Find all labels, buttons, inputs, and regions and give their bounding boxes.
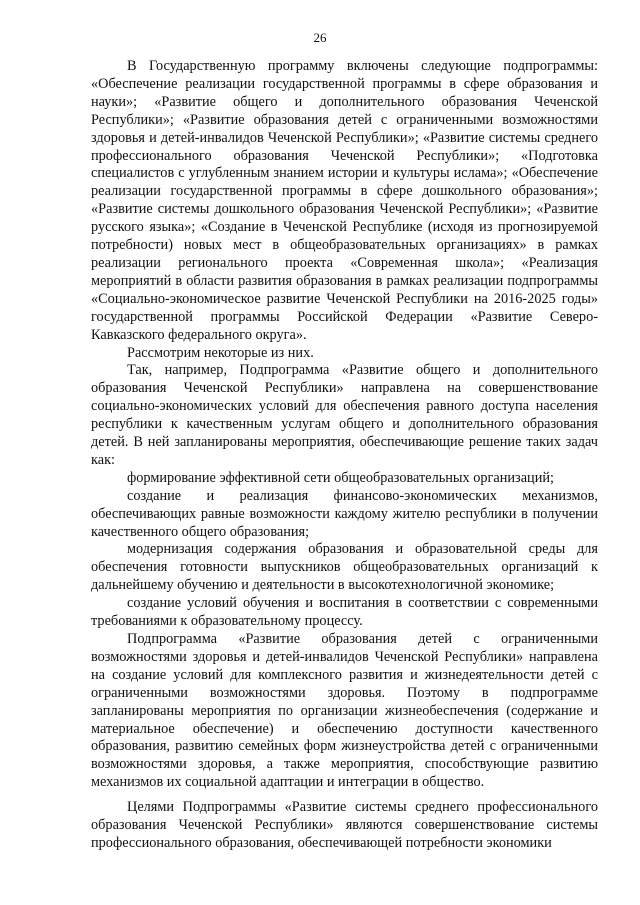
paragraph-disabilities-subprogram: Подпрограмма «Развитие образования детей с ограниченными возможностями здоровья и детей-инвалидов Чеченской Республики» направлена на создание условий для комплексного развития и жизнедеятельности детей с ограниченными возможностями здоровья. Поэтому в подпрограмме запланированы мероприятия по организации жизнеобеспечения (содержание и материальное обеспечение) и обеспечению доступности качественного образования, развитию семейных форм жизнеустройства детей с ограниченными возможностями здоровья, а также мероприятия, способствующие развитию механизмов их социальной адаптации и интеграции в общество. [91, 631, 598, 791]
paragraph-vocational-goals: Целями Подпрограммы «Развитие системы среднего профессионального образования Чеченской Республики» являются совершенствование системы профессионального образования, обеспечивающей потребности экономики [91, 799, 598, 851]
paragraph-subprograms-list: В Государственную программу включены следующие подпрограммы: «Обеспечение реализации государственной программы в сфере образования и науки»; «Развитие общего и дополнительного образования Чеченской Республики»; «Развитие образования детей с ограниченными возможностями здоровья и детей-инвалидов Чеченской Республики»; «Развитие системы среднего профессионального образования Чеченской Республики»; «Подготовка специалистов с углубленным знанием истории и культуры ислама»; «Обеспечение реализации государственной программы в сфере дошкольного образования»; «Развитие системы дошкольного образования Чеченской Республики»; «Развитие русского языка»; «Создание в Чеченской Республике (исходя из прогнозируемой потребности) новых мест в общеобразовательных организациях» в рамках реализации регионального проекта «Современная школа»; «Реализация мероприятий в области развития образования в рамках реализации подпрограммы «Социально-экономическое развитие Чеченской Республики на 2016-2025 годы» государственной программы Российской Федерации «Развитие Северо-Кавказского федерального округа». [91, 58, 598, 343]
paragraph-task-conditions: создание условий обучения и воспитания в соответствии с современными требованиями к образовательному процессу. [91, 595, 598, 630]
page-number: 26 [313, 30, 327, 45]
paragraph-task-mechanisms: создание и реализация финансово-экономических механизмов, обеспечивающих равные возможности каждому жителю республики в получении качественного общего образования; [91, 487, 598, 540]
paragraph-task-network: формирование эффективной сети общеобразовательных организаций; [127, 469, 554, 486]
paragraph-consider: Рассмотрим некоторые из них. [127, 344, 314, 361]
paragraph-general-education: Так, например, Подпрограмма «Развитие общего и дополнительного образования Чеченской Республики» направлена на совершенствование социально-экономических условий для обеспечения равного доступа населения республики к качественным услугам общего и дополнительного образования детей. В ней запланированы мероприятия, обеспечивающие решение таких задач как: [91, 362, 598, 468]
paragraph-task-modernization: модернизация содержания образования и образовательной среды для обеспечения готовности выпускников общеобразовательных организаций к дальнейшему обучению и деятельности в высокотехнологичной экономике; [91, 541, 598, 594]
document-body [91, 58, 598, 853]
